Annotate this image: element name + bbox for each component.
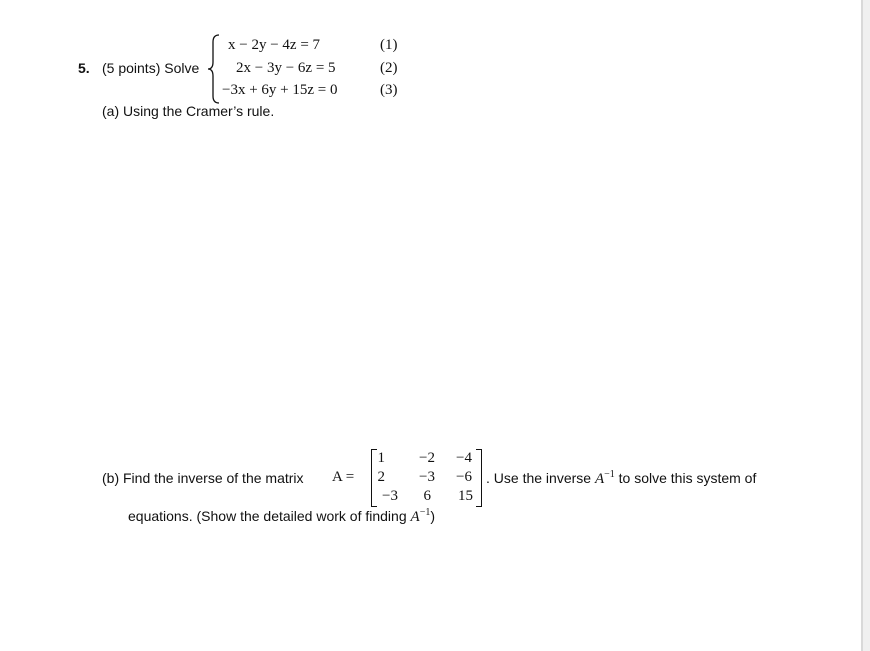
part-b-suffix	[486, 470, 756, 488]
equation-3-tag: (3)	[380, 82, 398, 98]
part-b-line-2-text: equations. (Show the detailed work of finding	[128, 508, 411, 524]
equation-2-tag: (2)	[380, 60, 398, 76]
inverse-symbol-2: $A^{-1}$	[410, 507, 431, 525]
matrix-cell: −3	[382, 488, 398, 504]
matrix-cell: 1	[377, 450, 385, 466]
equation-1: x − 2y − 4z = 7	[228, 37, 321, 53]
part-a-text: (a) Using the Cramer’s rule.	[102, 103, 275, 119]
matrix-cell: 2	[377, 469, 385, 485]
matrix-cell: −4	[456, 450, 472, 466]
system-brace	[208, 34, 220, 104]
matrix-cell: −2	[419, 450, 435, 466]
problem-number: 5.	[78, 60, 90, 76]
matrix-right-bracket	[476, 449, 482, 507]
equation-2: 2x − 3y − 6z = 5	[236, 60, 336, 76]
part-b-prefix: (b) Find the inverse of the matrix	[102, 470, 308, 486]
matrix-cell: 15	[458, 488, 473, 504]
part-b-line-2-end: )	[430, 508, 435, 524]
matrix-cell: −3	[419, 469, 435, 485]
viewer-background	[863, 0, 870, 651]
problem-intro: (5 points) Solve	[102, 60, 200, 76]
inverse-symbol: $A^{-1}$	[594, 469, 615, 487]
matrix-cell: −6	[456, 469, 472, 485]
equation-3: −3x + 6y + 15z = 0	[222, 82, 338, 98]
part-b-suffix-after: to solve this system of	[614, 470, 757, 486]
matrix-cell: 6	[423, 488, 431, 504]
part-b-suffix-before: . Use the inverse	[486, 470, 595, 486]
part-b-line-2	[128, 508, 435, 526]
equation-1-tag: (1)	[380, 37, 398, 53]
matrix-label: A =	[332, 469, 355, 485]
